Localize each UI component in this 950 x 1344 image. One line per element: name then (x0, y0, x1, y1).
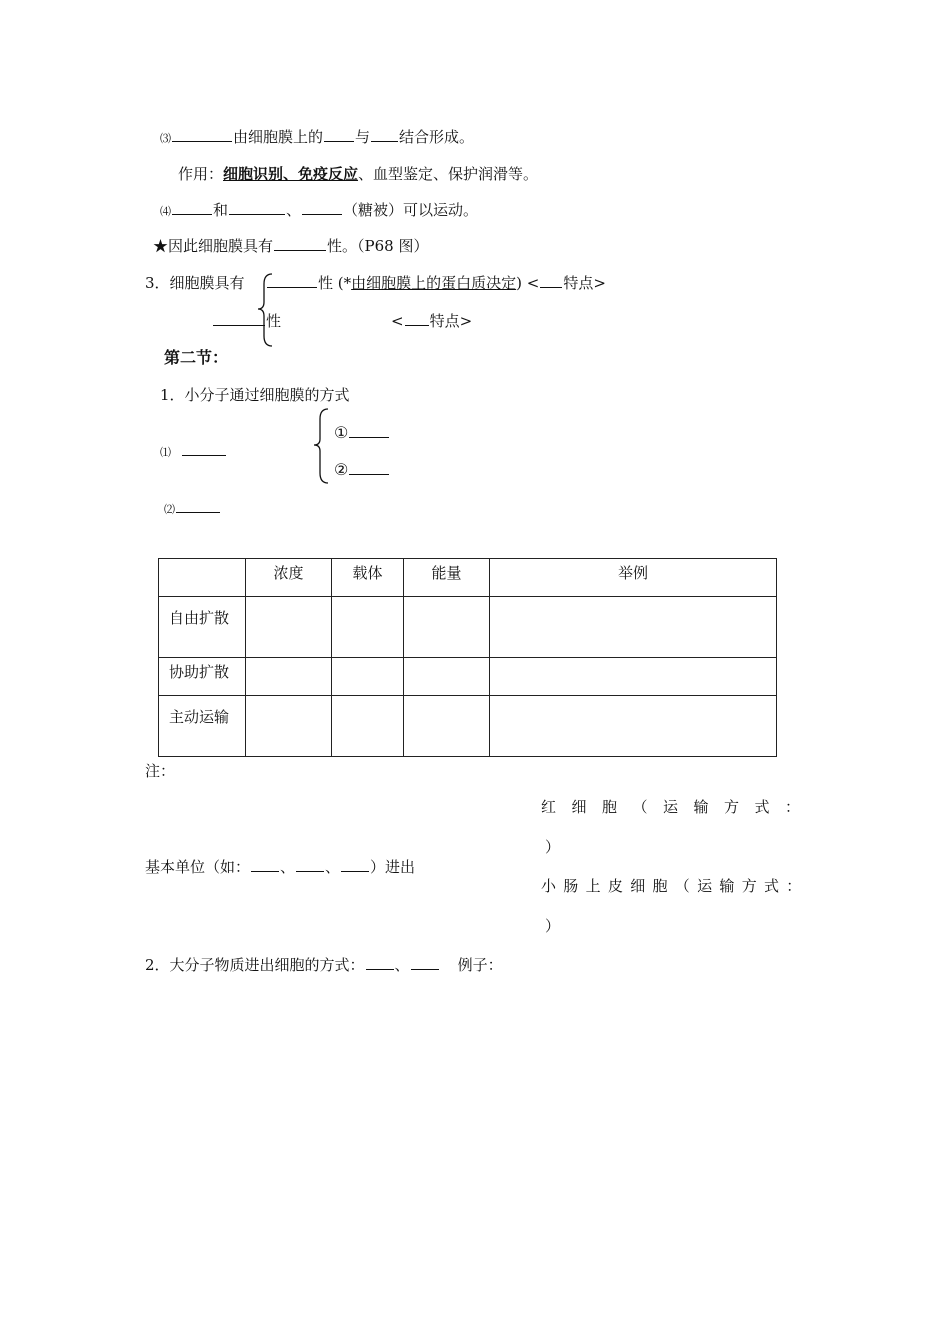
line-text: 2．大分子物质进出细胞的方式： (145, 956, 365, 974)
fill-blank[interactable] (182, 441, 226, 456)
table-row (159, 658, 777, 696)
table-cell[interactable] (246, 658, 332, 696)
item-number: ⑵ (164, 503, 175, 516)
sub-marker: ① (334, 423, 349, 442)
small-molecule-sub-2 (334, 460, 390, 480)
table-header-cell: 载体 (332, 559, 404, 597)
note-label: 注： (145, 762, 176, 780)
fill-blank[interactable] (229, 200, 285, 215)
fill-blank[interactable] (540, 273, 562, 288)
line-text: 和 (213, 201, 229, 219)
table-cell[interactable] (404, 658, 490, 696)
item-number: ⑷ (160, 205, 171, 218)
fill-blank[interactable] (371, 127, 398, 142)
branch-text: < (391, 312, 404, 330)
item-3-branch-2 (212, 311, 281, 331)
table-cell[interactable] (490, 658, 777, 696)
table-cell[interactable] (404, 597, 490, 658)
membrane-line-3 (160, 127, 474, 149)
transport-table (158, 558, 777, 757)
table-header-cell: 举例 (490, 559, 777, 597)
small-molecule-title: 1．小分子通过细胞膜的方式 (160, 386, 350, 404)
fill-blank[interactable] (251, 857, 279, 872)
basic-unit-line (145, 857, 415, 877)
line-text: 、 (325, 858, 341, 876)
fill-blank[interactable] (172, 127, 232, 142)
brace-icon (312, 407, 332, 485)
small-molecule-item-2 (164, 498, 221, 520)
line-text: ）进出 (370, 858, 416, 876)
rbc-transport-line: 红细胞（运输方式： (541, 798, 816, 816)
membrane-line-4 (160, 200, 478, 222)
table-cell[interactable] (490, 696, 777, 757)
table-row-label: 自由扩散 (159, 597, 246, 658)
line-text: 由细胞膜上的 (233, 128, 324, 146)
table-header-cell (159, 559, 246, 597)
intestine-transport-line: 小肠上皮细胞（运输方式： (541, 877, 809, 895)
fill-blank[interactable] (349, 460, 389, 475)
table-cell[interactable] (332, 597, 404, 658)
table-cell[interactable] (490, 597, 777, 658)
fill-blank[interactable] (274, 236, 326, 251)
branch-underlined-text: 由细胞膜上的蛋白质决定 (351, 274, 517, 292)
small-molecule-item-1 (160, 441, 227, 463)
table-cell[interactable] (404, 696, 490, 757)
fill-blank[interactable] (172, 200, 212, 215)
table-cell[interactable] (246, 696, 332, 757)
branch-text: 性 (266, 312, 282, 330)
branch-text: 性 (* (318, 274, 352, 292)
line-text: 基本单位（如： (145, 858, 251, 876)
fill-blank[interactable] (213, 311, 265, 326)
fill-blank[interactable] (349, 423, 389, 438)
table-cell[interactable] (332, 658, 404, 696)
line-text: 性。（P68 图） (327, 237, 429, 255)
table-row (159, 597, 777, 658)
item-number: ⑶ (160, 132, 171, 145)
fill-blank[interactable] (411, 955, 439, 970)
table-header-cell: 浓度 (246, 559, 332, 597)
branch-text: 特点> (429, 312, 473, 330)
table-header-cell: 能量 (404, 559, 490, 597)
fill-blank[interactable] (405, 311, 429, 326)
fill-blank[interactable] (341, 857, 369, 872)
table-row-label: 协助扩散 (159, 658, 246, 696)
line-text: 、 (280, 858, 296, 876)
example-label: 例子： (457, 956, 503, 974)
branch-text: ) < (516, 274, 540, 292)
table-cell[interactable] (332, 696, 404, 757)
function-line (178, 164, 538, 184)
branch-text: 特点> (563, 274, 606, 292)
item-3-prefix: 3．细胞膜具有 (145, 274, 245, 292)
big-molecule-line (145, 955, 503, 975)
line-text: 与 (355, 128, 371, 146)
star-line (153, 236, 428, 256)
fill-blank[interactable] (296, 857, 324, 872)
table-header-row (159, 559, 777, 597)
sub-marker: ② (334, 460, 349, 479)
function-rest: 、血型鉴定、保护润滑等。 (358, 165, 539, 183)
intestine-close: ） (545, 917, 561, 935)
line-text: 、 (394, 956, 410, 974)
line-text: 结合形成。 (399, 128, 475, 146)
item-3-branch-2-feature (391, 311, 472, 331)
fill-blank[interactable] (176, 498, 220, 513)
item-3-branch-1 (266, 273, 606, 293)
line-text: ★因此细胞膜具有 (153, 237, 274, 255)
line-text: 、 (286, 201, 302, 219)
fill-blank[interactable] (324, 127, 354, 142)
function-label: 作用： (178, 165, 224, 183)
fill-blank[interactable] (366, 955, 394, 970)
small-molecule-sub-1 (334, 423, 390, 443)
table-cell[interactable] (246, 597, 332, 658)
function-emphasis: 细胞识别、免疫反应 (223, 165, 359, 183)
fill-blank[interactable] (302, 200, 342, 215)
table-row (159, 696, 777, 757)
item-number: ⑴ (160, 446, 171, 459)
rbc-close: ） (545, 838, 561, 856)
line-text: （糖被）可以运动。 (343, 201, 479, 219)
table-row-label: 主动运输 (159, 696, 246, 757)
fill-blank[interactable] (267, 273, 317, 288)
section-heading: 第二节： (164, 348, 229, 367)
